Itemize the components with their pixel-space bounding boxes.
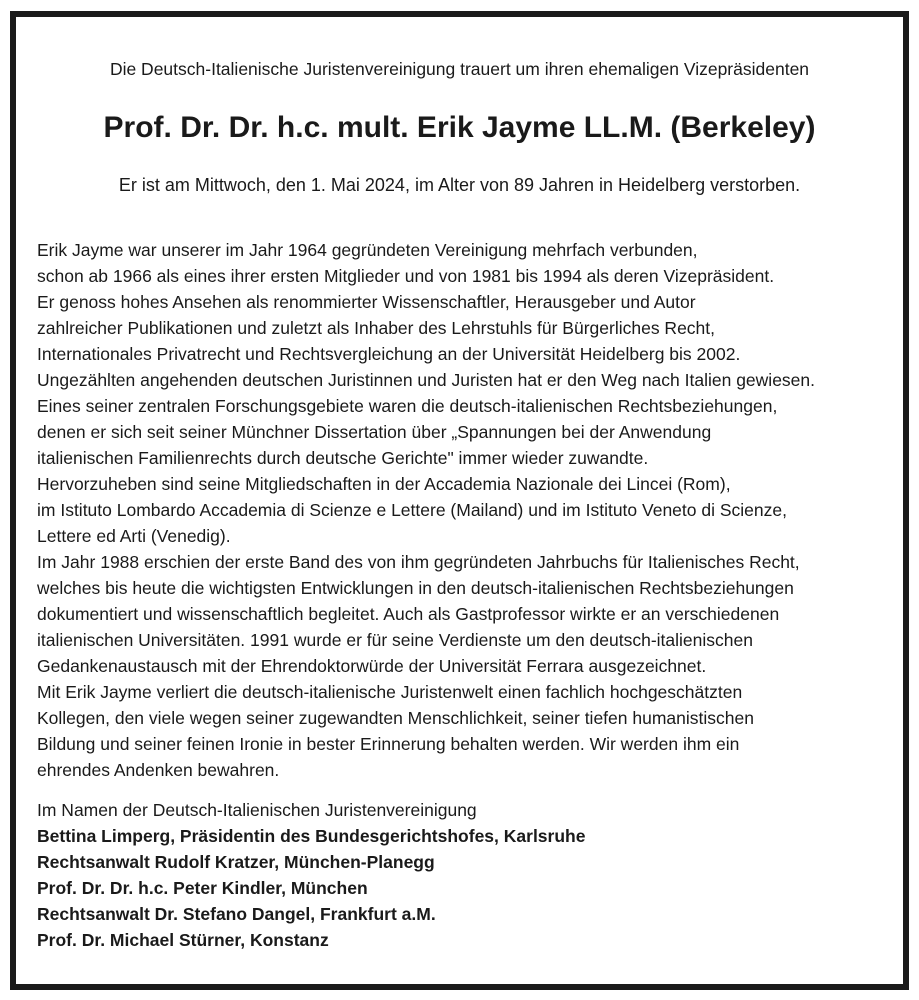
signature-intro: Im Namen der Deutsch-Italienischen Juristenvereinigung — [37, 800, 477, 820]
body-line: im Istituto Lombardo Accademia di Scienze e Lettere (Mailand) und im Istituto Veneto di Scienze, — [37, 500, 787, 520]
body-line: Gedankenaustausch mit der Ehrendoktorwürde der Universität Ferrara ausgezeichnet. — [37, 656, 707, 676]
signer-name: Prof. Dr. Dr. h.c. Peter Kindler, München — [37, 878, 368, 898]
deceased-name: Prof. Dr. Dr. h.c. mult. Erik Jayme LL.M. (Berkeley) — [103, 111, 816, 144]
body-line: italienischen Universitäten. 1991 wurde er für seine Verdienste um den deutsch-italienischen — [37, 630, 753, 650]
body-line: dokumentiert und wissenschaftlich begleitet. Auch als Gastprofessor wirkte er an verschiedenen — [37, 604, 780, 624]
body-line: Erik Jayme war unserer im Jahr 1964 gegründeten Vereinigung mehrfach verbunden, — [37, 240, 698, 260]
signature-block — [37, 797, 897, 953]
obituary-body — [37, 237, 897, 783]
death-notice: Er ist am Mittwoch, den 1. Mai 2024, im Alter von 89 Jahren in Heidelberg verstorben. — [118, 175, 801, 195]
signer-name: Bettina Limperg, Präsidentin des Bundesgerichtshofes, Karlsruhe — [37, 826, 586, 846]
signer-name: Prof. Dr. Michael Stürner, Konstanz — [37, 930, 329, 950]
body-line: zahlreicher Publikationen und zuletzt als Inhaber des Lehrstuhls für Bürgerliches Recht, — [37, 318, 716, 338]
body-line: Internationales Privatrecht und Rechtsvergleichung an der Universität Heidelberg bis 2002. — [37, 344, 741, 364]
body-line: Ungezählten angehenden deutschen Juristinnen und Juristen hat er den Weg nach Italien gewiesen. — [37, 370, 815, 390]
signer-name: Rechtsanwalt Dr. Stefano Dangel, Frankfurt a.M. — [37, 904, 436, 924]
body-line: Im Jahr 1988 erschien der erste Band des von ihm gegründeten Jahrbuchs für Italienisches Recht, — [37, 552, 800, 572]
body-line: welches bis heute die wichtigsten Entwicklungen in den deutsch-italienischen Rechtsbeziehungen — [37, 578, 794, 598]
body-line: Lettere ed Arti (Venedig). — [37, 526, 231, 546]
body-line: denen er sich seit seiner Münchner Dissertation über „Spannungen bei der Anwendung — [37, 422, 712, 442]
intro-line: Die Deutsch-Italienische Juristenvereinigung trauert um ihren ehemaligen Vizepräsidenten — [109, 59, 810, 79]
body-line: italienischen Familienrechts durch deutsche Gerichte" immer wieder zuwandte. — [37, 448, 649, 468]
body-line: Er genoss hohes Ansehen als renommierter Wissenschaftler, Herausgeber und Autor — [37, 292, 696, 312]
body-line: Kollegen, den viele wegen seiner zugewandten Menschlichkeit, seiner tiefen humanistischen — [37, 708, 754, 728]
body-line: Mit Erik Jayme verliert die deutsch-italienische Juristenwelt einen fachlich hochgeschätzten — [37, 682, 743, 702]
body-line: Hervorzuheben sind seine Mitgliedschaften in der Accademia Nazionale dei Lincei (Rom), — [37, 474, 731, 494]
body-line: ehrendes Andenken bewahren. — [37, 760, 280, 780]
body-line: Eines seiner zentralen Forschungsgebiete waren die deutsch-italienischen Rechtsbeziehungen, — [37, 396, 778, 416]
signer-name: Rechtsanwalt Rudolf Kratzer, München-Planegg — [37, 852, 435, 872]
body-line: Bildung und seiner feinen Ironie in bester Erinnerung behalten werden. Wir werden ihm ein — [37, 734, 740, 754]
body-line: schon ab 1966 als eines ihrer ersten Mitglieder und von 1981 bis 1994 als deren Vizepräsident. — [37, 266, 775, 286]
